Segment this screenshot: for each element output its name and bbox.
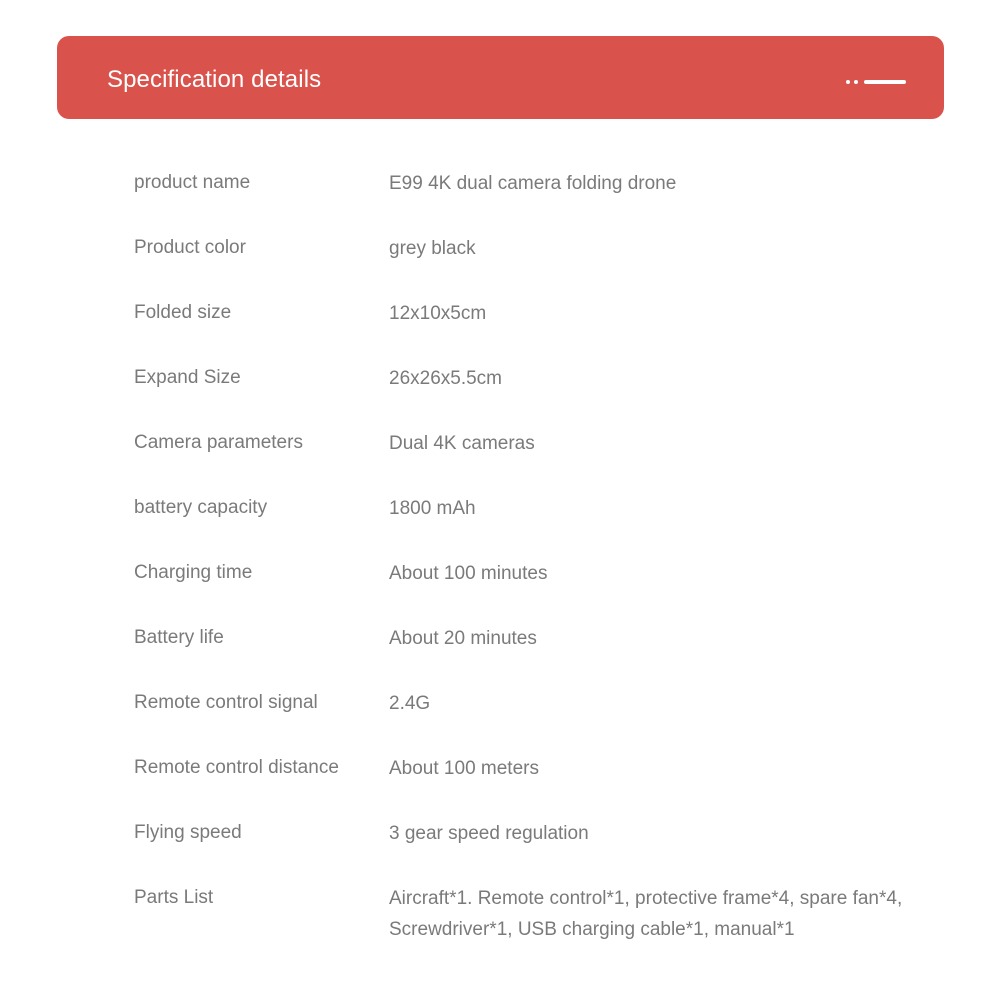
spec-row-folded-size (134, 302, 944, 367)
spec-row-parts-list (134, 887, 944, 952)
spec-label: Camera parameters (134, 432, 303, 453)
spec-row-remote-control-signal (134, 692, 944, 757)
spec-label: Flying speed (134, 822, 242, 843)
spec-value: 12x10x5cm (389, 303, 487, 324)
spec-label: product name (134, 172, 251, 193)
spec-value: About 20 minutes (389, 628, 537, 649)
spec-label: battery capacity (134, 497, 268, 518)
spec-value: grey black (389, 238, 476, 259)
spec-row-charging-time (134, 562, 944, 627)
spec-label: Folded size (134, 302, 232, 323)
spec-row-battery-life (134, 627, 944, 692)
spec-value: Aircraft*1. Remote control*1, protective frame*4, spare fan*4, Screwdriver*1, USB charging cable*1, manual*1 (389, 888, 903, 940)
spec-row-flying-speed (134, 822, 944, 887)
spec-row-remote-control-distance (134, 757, 944, 822)
spec-row-battery-capacity (134, 497, 944, 562)
spec-value: 26x26x5.5cm (389, 368, 503, 389)
deco-dot (846, 80, 850, 84)
spec-value: 2.4G (389, 693, 431, 714)
spec-label: Battery life (134, 627, 224, 648)
spec-value: 1800 mAh (389, 498, 476, 519)
spec-table (134, 172, 944, 952)
header-decoration-icon (846, 80, 906, 84)
deco-dash (864, 80, 906, 84)
spec-header-banner (57, 36, 944, 119)
spec-label: Product color (134, 237, 246, 258)
deco-dot (854, 80, 858, 84)
spec-value: Dual 4K cameras (389, 433, 535, 454)
spec-value: 3 gear speed regulation (389, 823, 589, 844)
spec-label: Parts List (134, 887, 214, 908)
spec-row-product-color (134, 237, 944, 302)
page-title: Specification details (107, 66, 322, 93)
spec-value: E99 4K dual camera folding drone (389, 173, 677, 194)
spec-value: About 100 minutes (389, 563, 548, 584)
spec-label: Expand Size (134, 367, 241, 388)
spec-label: Remote control signal (134, 692, 318, 713)
spec-label: Charging time (134, 562, 253, 583)
spec-row-camera-parameters (134, 432, 944, 497)
spec-row-expand-size (134, 367, 944, 432)
spec-label: Remote control distance (134, 757, 339, 778)
spec-value: About 100 meters (389, 758, 539, 779)
spec-row-product-name (134, 172, 944, 237)
